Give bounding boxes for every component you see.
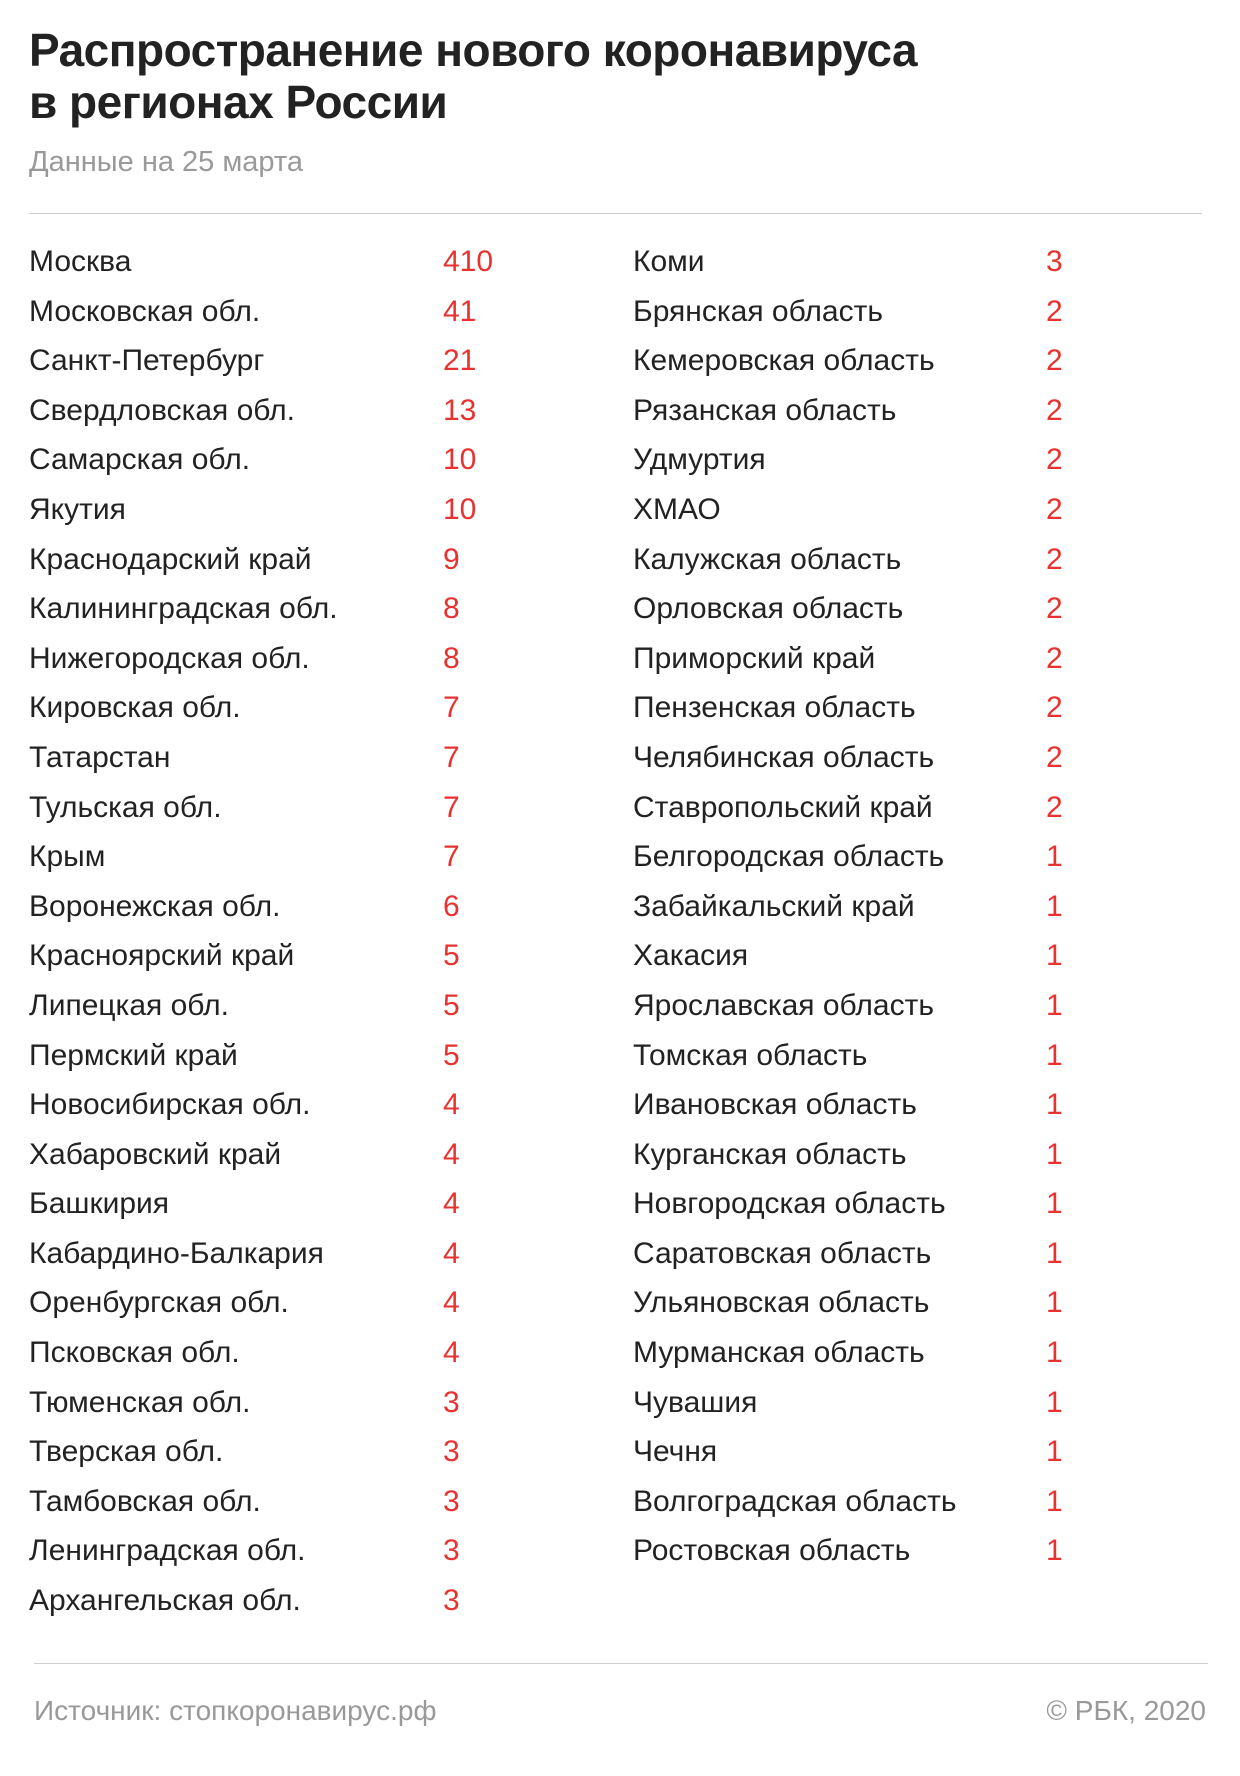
- case-count: 4: [443, 1187, 460, 1221]
- region-name: Ростовская область: [633, 1534, 911, 1568]
- case-count: 5: [443, 988, 460, 1022]
- copyright-note: © РБК, 2020: [1046, 1695, 1206, 1726]
- table-row: [29, 882, 549, 932]
- table-row: [633, 733, 1153, 783]
- table-row: [633, 931, 1153, 981]
- case-count: 7: [443, 790, 460, 824]
- region-name: Московская обл.: [29, 294, 261, 328]
- table-row: [633, 1080, 1153, 1130]
- region-name: Новгородская область: [633, 1187, 946, 1221]
- table-row: [29, 1080, 549, 1130]
- region-name: Волгоградская область: [633, 1484, 957, 1518]
- region-name: Брянская область: [633, 294, 883, 328]
- table-row: [633, 584, 1153, 634]
- table-row: [29, 981, 549, 1031]
- table-row: [29, 1229, 549, 1279]
- table-row: [633, 1378, 1153, 1428]
- table-row: [633, 634, 1153, 684]
- case-count: 7: [443, 840, 460, 874]
- case-count: 4: [443, 1336, 460, 1370]
- case-count: 2: [1046, 641, 1063, 675]
- case-count: 4: [443, 1088, 460, 1122]
- case-count: 3: [1046, 245, 1063, 278]
- table-row: [633, 783, 1153, 833]
- region-name: Чечня: [633, 1435, 718, 1469]
- region-name: Хакасия: [633, 939, 749, 973]
- table-row: [29, 1278, 549, 1328]
- case-count: 1: [1046, 1187, 1063, 1221]
- case-count: 3: [443, 1534, 460, 1568]
- case-count: 1: [1046, 1435, 1063, 1469]
- region-name: Белгородская область: [633, 840, 945, 874]
- region-name: Оренбургская обл.: [29, 1286, 289, 1320]
- table-row: [633, 237, 1153, 287]
- region-name: Якутия: [29, 492, 126, 526]
- case-count: 1: [1046, 889, 1063, 923]
- case-count: 1: [1046, 1484, 1063, 1518]
- table-row: [29, 336, 549, 386]
- table-row: [633, 435, 1153, 485]
- case-count: 1: [1046, 1088, 1063, 1122]
- case-count: 2: [1046, 492, 1063, 526]
- table-row: [633, 1130, 1153, 1180]
- case-count: 1: [1046, 1385, 1063, 1419]
- region-name: Воронежская обл.: [29, 889, 281, 923]
- region-name: Курганская область: [633, 1137, 907, 1171]
- case-count: 7: [443, 691, 460, 725]
- region-name: Нижегородская обл.: [29, 641, 310, 675]
- table-row: [633, 1427, 1153, 1477]
- bottom-divider: [34, 1663, 1208, 1664]
- case-count: 2: [1046, 393, 1063, 427]
- region-name: Красноярский край: [29, 939, 295, 973]
- table-row: [29, 1130, 549, 1180]
- region-name: Томская область: [633, 1038, 868, 1072]
- region-name: Пензенская область: [633, 691, 916, 725]
- case-count: 10: [443, 443, 477, 477]
- table-row: [633, 1229, 1153, 1279]
- table-row: [29, 1328, 549, 1378]
- region-name: Свердловская обл.: [29, 393, 295, 427]
- table-row: [29, 733, 549, 783]
- region-name: Татарстан: [29, 740, 171, 774]
- table-row: [29, 832, 549, 882]
- case-count: 3: [443, 1435, 460, 1469]
- table-row: [633, 832, 1153, 882]
- region-name: Орловская область: [633, 592, 904, 626]
- region-name: Калининградская обл.: [29, 592, 338, 626]
- region-name: Ставропольский край: [633, 790, 933, 824]
- case-count: 410: [443, 245, 494, 278]
- region-name: Ленинградская обл.: [29, 1534, 306, 1568]
- region-name: Чувашия: [633, 1385, 758, 1419]
- region-name: Пермский край: [29, 1038, 238, 1072]
- case-count: 5: [443, 939, 460, 973]
- region-name: Удмуртия: [633, 443, 766, 477]
- table-row: [29, 1526, 549, 1576]
- case-count: 21: [443, 344, 477, 378]
- case-count: 3: [443, 1584, 460, 1618]
- table-row: [633, 386, 1153, 436]
- case-count: 4: [443, 1236, 460, 1270]
- table-row: [633, 1526, 1153, 1576]
- case-count: 3: [443, 1385, 460, 1419]
- case-count: 2: [1046, 592, 1063, 626]
- case-count: 4: [443, 1137, 460, 1171]
- table-row: [29, 1427, 549, 1477]
- table-row: [633, 882, 1153, 932]
- case-count: 2: [1046, 790, 1063, 824]
- region-name: Тверская обл.: [29, 1435, 224, 1469]
- page-title: [29, 24, 1179, 128]
- region-name: Кемеровская область: [633, 344, 935, 378]
- table-row: [29, 634, 549, 684]
- title-line-1: Распространение нового коронавируса: [29, 24, 918, 76]
- case-count: 7: [443, 740, 460, 774]
- region-list-right: [633, 237, 1153, 1576]
- table-row: [633, 1031, 1153, 1081]
- table-row: [29, 237, 549, 287]
- table-row: [29, 1031, 549, 1081]
- table-row: [29, 783, 549, 833]
- region-name: Псковская обл.: [29, 1336, 240, 1370]
- region-name: Краснодарский край: [29, 542, 312, 576]
- case-count: 41: [443, 294, 477, 328]
- region-name: Липецкая обл.: [29, 988, 229, 1022]
- region-name: Архангельская обл.: [29, 1584, 301, 1618]
- date-subtitle: Данные на 25 марта: [29, 146, 303, 178]
- table-row: [29, 435, 549, 485]
- region-name: Кировская обл.: [29, 691, 241, 725]
- region-name: Санкт-Петербург: [29, 344, 265, 378]
- region-name: Коми: [633, 245, 705, 278]
- region-name: Калужская область: [633, 542, 902, 576]
- region-name: Самарская обл.: [29, 443, 251, 477]
- region-name: Хабаровский край: [29, 1137, 282, 1171]
- region-name: Новосибирская обл.: [29, 1088, 311, 1122]
- top-divider: [29, 213, 1202, 214]
- case-count: 3: [443, 1484, 460, 1518]
- case-count: 8: [443, 641, 460, 675]
- region-name: Мурманская область: [633, 1336, 925, 1370]
- table-row: [29, 386, 549, 436]
- table-row: [29, 1378, 549, 1428]
- region-name: Тамбовская обл.: [29, 1484, 261, 1518]
- case-count: 10: [443, 492, 477, 526]
- case-count: 1: [1046, 1038, 1063, 1072]
- table-row: [29, 931, 549, 981]
- region-name: Башкирия: [29, 1187, 170, 1221]
- region-name: Кабардино-Балкария: [29, 1236, 324, 1270]
- table-row: [633, 981, 1153, 1031]
- case-count: 1: [1046, 1286, 1063, 1320]
- case-count: 1: [1046, 1137, 1063, 1171]
- table-row: [29, 485, 549, 535]
- region-name: Челябинская область: [633, 740, 935, 774]
- case-count: 1: [1046, 840, 1063, 874]
- case-count: 2: [1046, 443, 1063, 477]
- case-count: 9: [443, 542, 460, 576]
- region-name: ХМАО: [633, 492, 721, 526]
- case-count: 2: [1046, 344, 1063, 378]
- region-name: Рязанская область: [633, 393, 897, 427]
- source-note: Источник: стопкоронавирус.рф: [34, 1695, 437, 1726]
- region-name: Тюменская обл.: [29, 1385, 251, 1419]
- case-count: 5: [443, 1038, 460, 1072]
- case-count: 1: [1046, 1534, 1063, 1568]
- region-list-left: [29, 237, 549, 1626]
- case-count: 13: [443, 393, 477, 427]
- table-row: [29, 1576, 549, 1626]
- case-count: 4: [443, 1286, 460, 1320]
- case-count: 1: [1046, 1336, 1063, 1370]
- case-count: 2: [1046, 294, 1063, 328]
- region-name: Ивановская область: [633, 1088, 917, 1122]
- table-row: [29, 287, 549, 337]
- table-row: [29, 1179, 549, 1229]
- case-count: 2: [1046, 542, 1063, 576]
- table-row: [633, 1328, 1153, 1378]
- region-name: Крым: [29, 840, 106, 874]
- table-row: [29, 584, 549, 634]
- region-name: Ульяновская область: [633, 1286, 930, 1320]
- case-count: 8: [443, 592, 460, 626]
- case-count: 1: [1046, 939, 1063, 973]
- region-name: Ярославская область: [633, 988, 934, 1022]
- table-row: [29, 1477, 549, 1527]
- table-row: [29, 683, 549, 733]
- case-count: 2: [1046, 740, 1063, 774]
- table-row: [633, 1179, 1153, 1229]
- region-name: Забайкальский край: [633, 889, 915, 923]
- table-row: [633, 683, 1153, 733]
- table-row: [633, 287, 1153, 337]
- region-name: Саратовская область: [633, 1236, 932, 1270]
- title-line-2: в регионах России: [29, 76, 448, 128]
- table-row: [633, 1477, 1153, 1527]
- case-count: 6: [443, 889, 460, 923]
- table-row: [633, 535, 1153, 585]
- region-name: Тульская обл.: [29, 790, 222, 824]
- region-name: Москва: [29, 245, 132, 278]
- table-row: [633, 336, 1153, 386]
- table-row: [633, 1278, 1153, 1328]
- table-row: [633, 485, 1153, 535]
- table-row: [29, 535, 549, 585]
- case-count: 1: [1046, 988, 1063, 1022]
- region-name: Приморский край: [633, 641, 876, 675]
- case-count: 1: [1046, 1236, 1063, 1270]
- case-count: 2: [1046, 691, 1063, 725]
